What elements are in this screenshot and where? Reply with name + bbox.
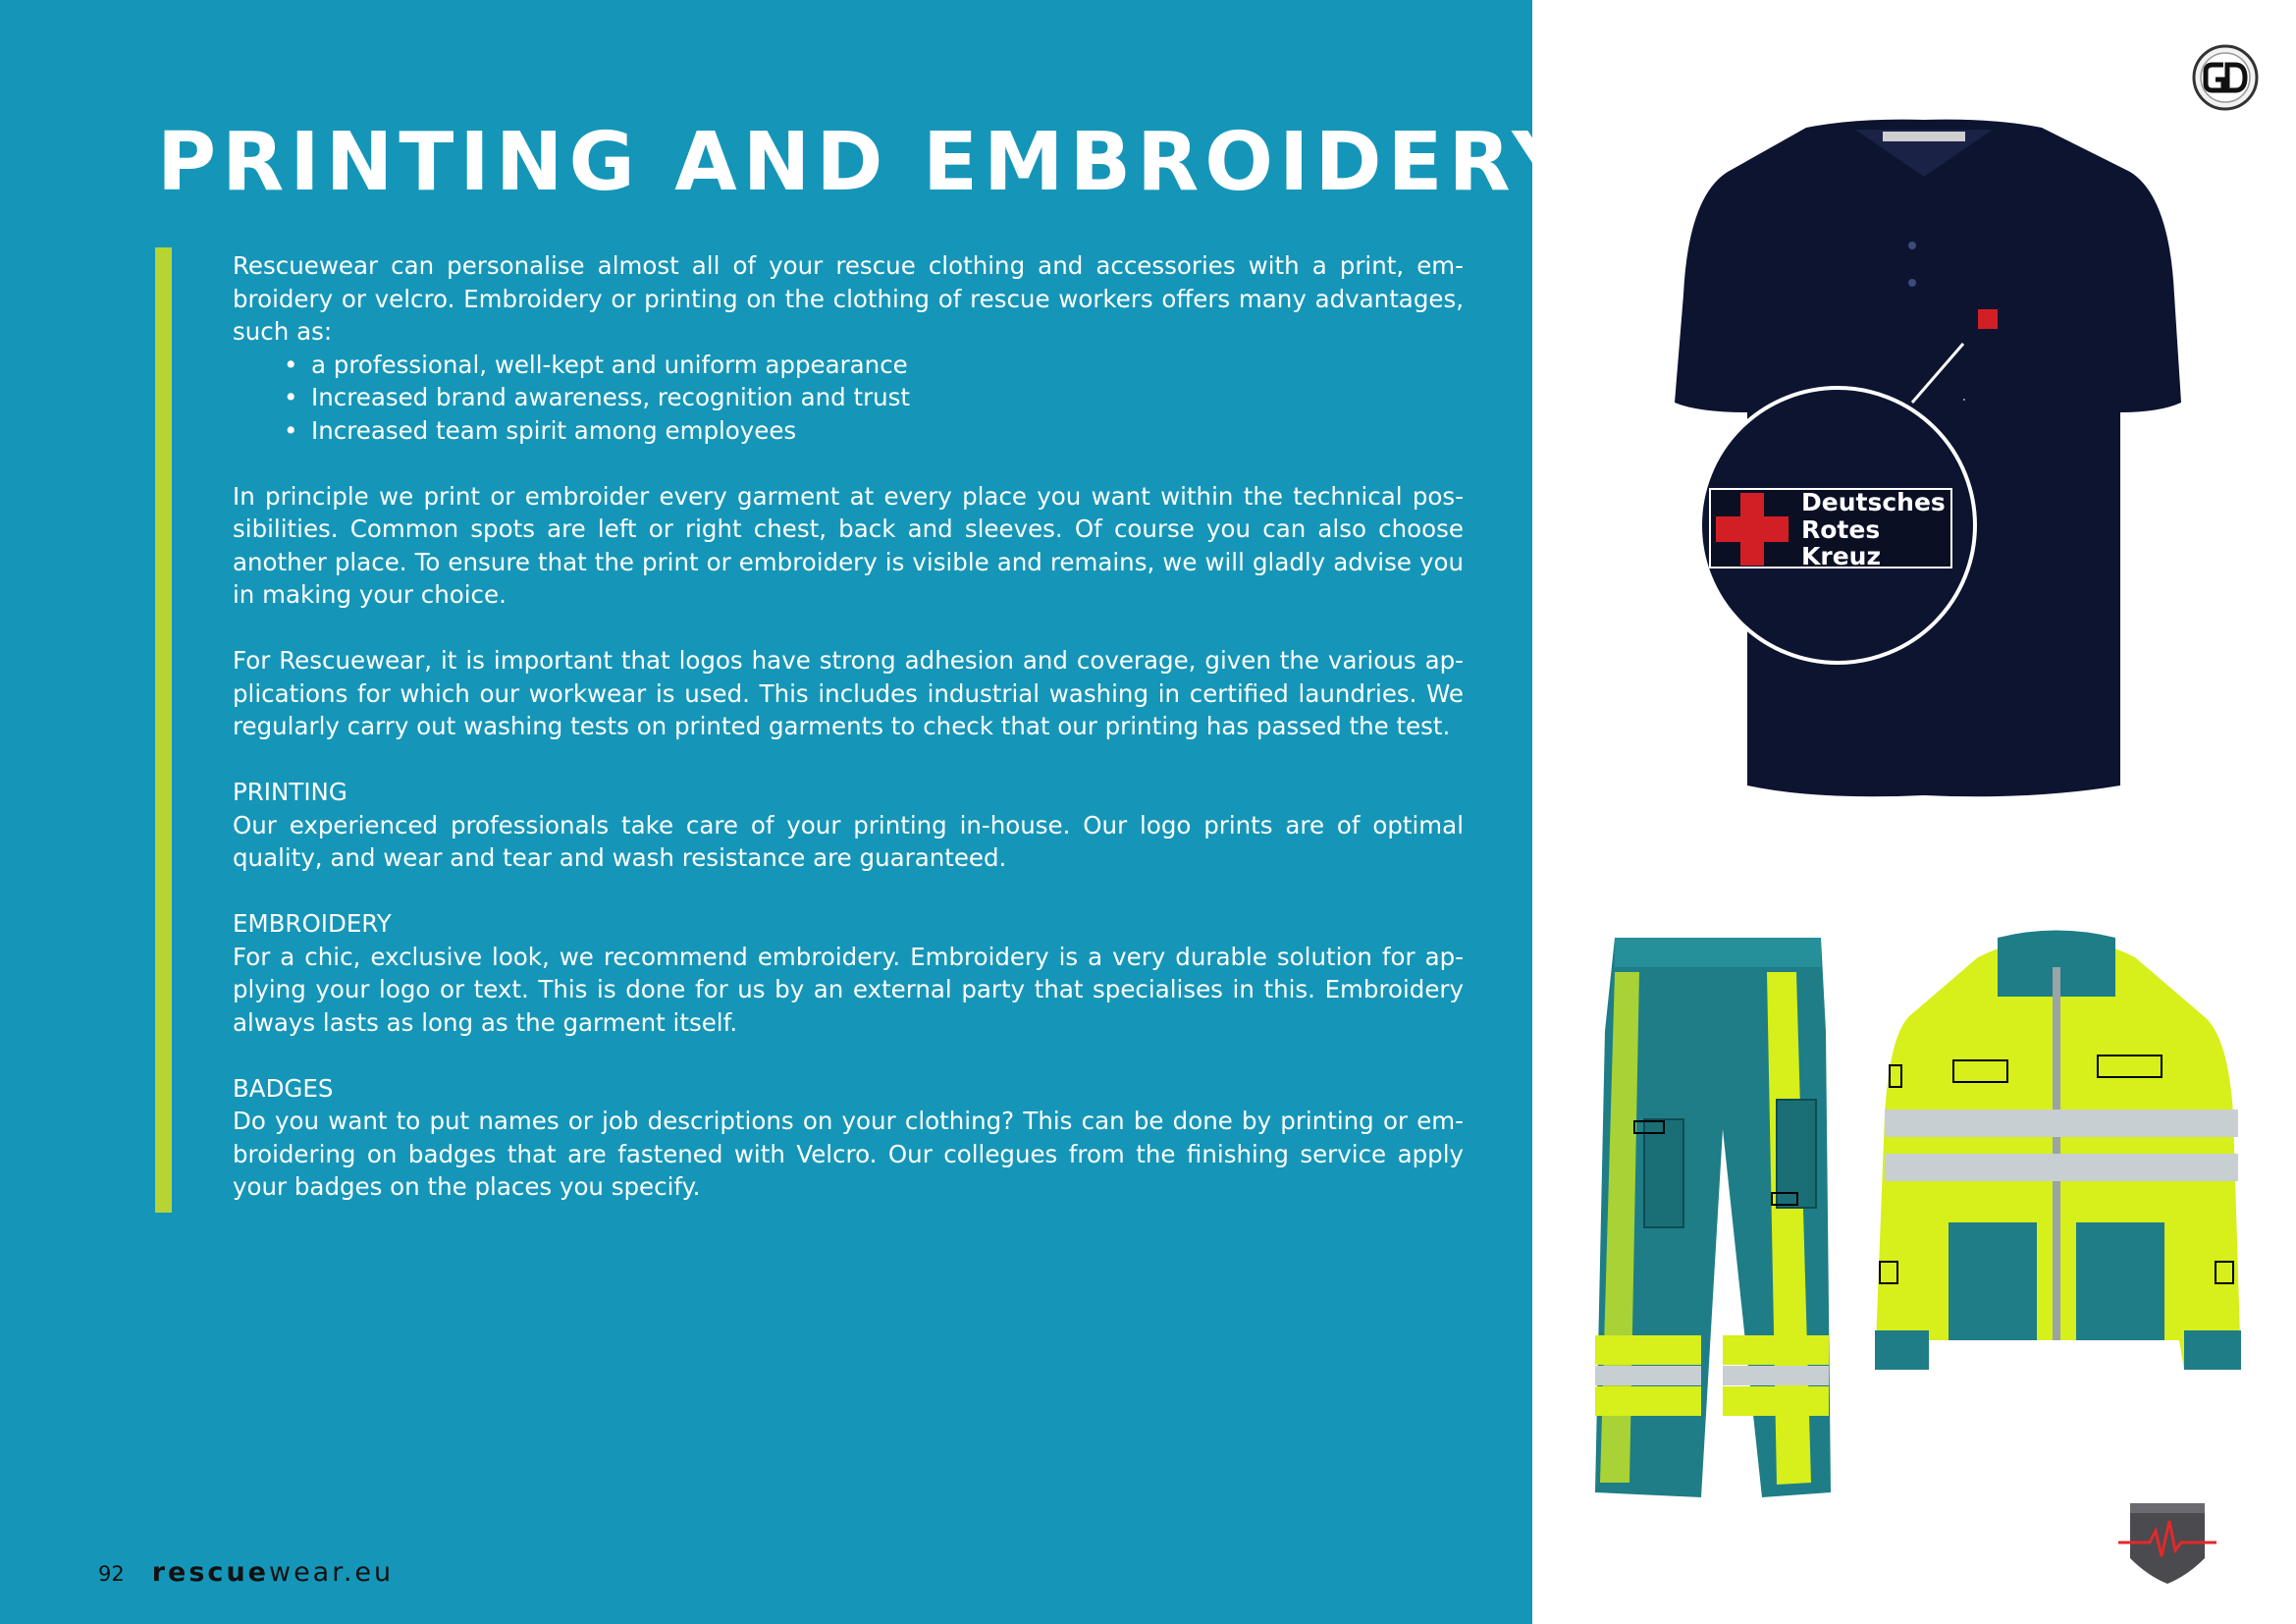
badge-line-1: Deutsches (1801, 488, 1946, 516)
brand-light: wear.eu (268, 1557, 395, 1588)
advantages-list (233, 349, 1464, 448)
embroidery-text: For a chic, exclusive look, we recommend embroidery. Embroidery is a very durable solution for applying your logo or text. This is done for us by an external party that specialises in this. Embroidery always lasts as long as the garment itself. (233, 942, 1464, 1037)
list-item: • Increased brand awareness, recognition and trust (284, 381, 1464, 414)
gd-logo-icon (2191, 43, 2260, 112)
page-number: 92 (98, 1562, 125, 1586)
brand-wordmark (152, 1557, 394, 1588)
accent-bar (155, 247, 172, 1213)
footer (98, 1557, 394, 1588)
badges-heading: BADGES (233, 1073, 334, 1103)
body-text (233, 249, 1464, 1204)
intro-paragraph: Rescuewear can personalise almost all of your rescue clothing and accessories with a print, embroidery or velcro. Embroidery or printing on the clothing of rescue workers offers many advantages, such as: (233, 251, 1464, 346)
placement-paragraph: In principle we print or embroider every garment at every place you want within the technical possibilities. Common spots are left or right chest, back and sleeves. Of course you can also choose another place. To ensure that the print or embroidery is visible and remains, we will gladly advise you in making your choice. (233, 481, 1464, 609)
adhesion-paragraph: For Rescuewear, it is important that logos have strong adhesion and coverage, given the various applications for which our workwear is used. This includes industrial washing in certified laundries. We regularly carry out washing tests on printed garments to check that our printing has passed the test. (233, 646, 1464, 740)
page-title: PRINTING AND EMBROIDERY (157, 116, 1576, 209)
list-item: • Increased team spirit among employees (284, 414, 1464, 448)
list-item: • a professional, well-kept and uniform appearance (284, 349, 1464, 382)
badges-text: Do you want to put names or job descriptions on your clothing? This can be done by printing or embroidering on badges that are fastened with Velcro. Our collegues from the finishing service apply your badges on the places you specify. (233, 1107, 1464, 1201)
heartbeat-shield-icon (2118, 1499, 2216, 1588)
hi-vis-jacket-image (1870, 928, 2243, 1380)
embroidery-heading: EMBROIDERY (233, 909, 392, 938)
printing-heading: PRINTING (233, 778, 347, 806)
polo-shirt-image (1659, 118, 2189, 805)
work-pants-image (1585, 933, 1850, 1502)
brand-bold: rescue (151, 1557, 269, 1588)
badge-line-3: Kreuz (1801, 542, 1882, 570)
badge-line-2: Rotes (1801, 515, 1881, 544)
printing-text: Our experienced professionals take care of your printing in-house. Our logo prints are of optimal quality, and wear and tear and wash resistance are guaranteed. (233, 810, 1464, 872)
